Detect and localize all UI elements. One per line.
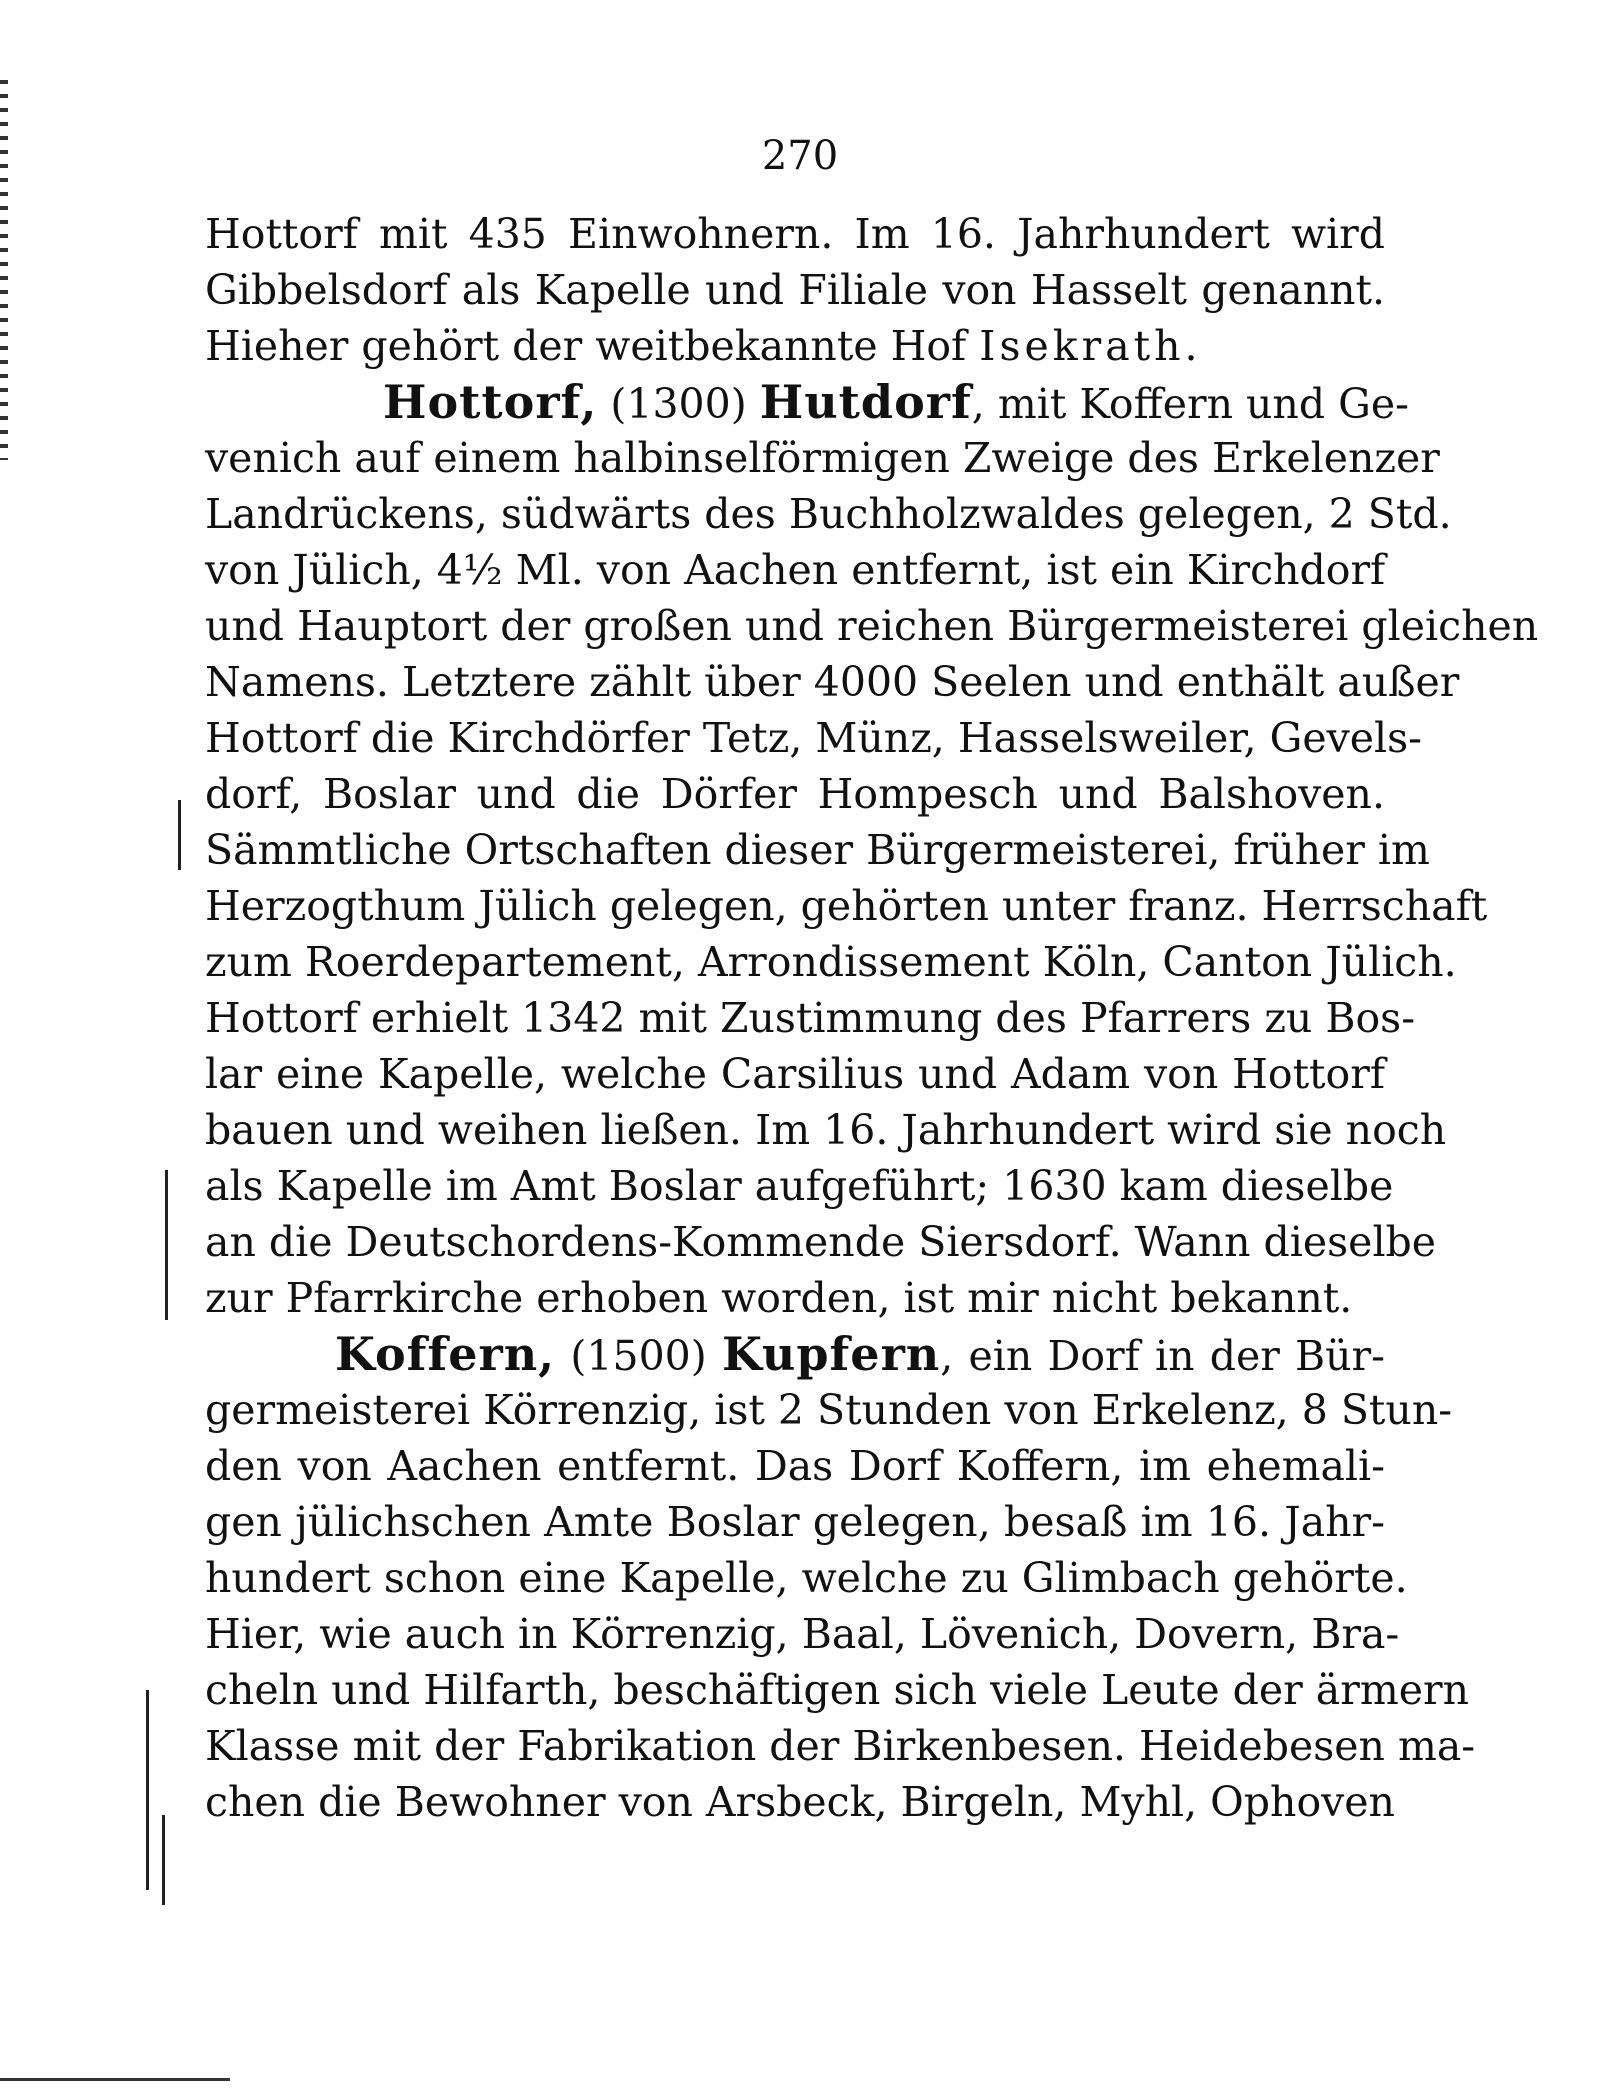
text-line: zur Pfarrkirche erhoben worden, ist mir nicht bekannt. (205, 1274, 1353, 1322)
headword-koffern: Koffern, (335, 1327, 556, 1381)
text-line: den von Aachen entfernt. Das Dorf Koffern, im ehemali- (205, 1442, 1385, 1490)
text-line: hundert schon eine Kapelle, welche zu Glimbach gehörte. (205, 1554, 1408, 1602)
text-line: Hieher gehört der weitbekannte Hof Isekrath. (205, 322, 1202, 370)
spaced-placename: Isekrath. (979, 322, 1202, 370)
entry-heading-line-koffern: Koffern, (1500) Kupfern, ein Dorf in der Bür- (335, 1327, 1385, 1381)
text-line: lar eine Kapelle, welche Carsilius und Adam von Hottorf (205, 1050, 1385, 1098)
margin-mark (178, 800, 181, 870)
text-line: Namens. Letztere zählt über 4000 Seelen und enthält außer (205, 658, 1460, 706)
text-line: Hier, wie auch in Körrenzig, Baal, Lövenich, Dovern, Bra- (205, 1610, 1400, 1658)
margin-mark (162, 1815, 165, 1905)
text-line: Hottorf erhielt 1342 mit Zustimmung des Pfarrers zu Bos- (205, 994, 1416, 1042)
text-line: venich auf einem halbinselförmigen Zweige des Erkelenzer (205, 434, 1440, 482)
margin-mark (165, 1170, 168, 1320)
text-line: gen jülichschen Amte Boslar gelegen, besaß im 16. Jahr- (205, 1498, 1385, 1546)
text-line: von Jülich, 4½ Ml. von Aachen entfernt, ist ein Kirchdorf (205, 546, 1386, 594)
headword-kupfern: Kupfern (721, 1327, 941, 1381)
text-line: Klasse mit der Fabrikation der Birkenbesen. Heidebesen ma- (205, 1722, 1476, 1770)
text-line: Gibbelsdorf als Kapelle und Filiale von Hasselt genannt. (205, 266, 1385, 314)
body-text (205, 206, 1539, 1830)
text-line: bauen und weihen ließen. Im 16. Jahrhundert wird sie noch (205, 1106, 1447, 1154)
text-line: und Hauptort der großen und reichen Bürgermeisterei gleichen (205, 602, 1539, 650)
text-line: dorf, Boslar und die Dörfer Hompesch und Balshoven. (205, 770, 1385, 818)
text-line: Hottorf mit 435 Einwohnern. Im 16. Jahrhundert wird (205, 210, 1385, 258)
text-line: an die Deutschordens-Kommende Siersdorf. Wann dieselbe (205, 1218, 1437, 1266)
text-line: zum Roerdepartement, Arrondissement Köln, Canton Jülich. (205, 938, 1457, 986)
text-line: cheln und Hilfarth, beschäftigen sich viele Leute der ärmern (205, 1666, 1469, 1714)
text-line: Herzogthum Jülich gelegen, gehörten unter franz. Herrschaft (205, 882, 1488, 930)
page-number: 270 (761, 133, 839, 179)
text-line: als Kapelle im Amt Boslar aufgeführt; 1630 kam dieselbe (205, 1162, 1394, 1210)
text-line: germeisterei Körrenzig, ist 2 Stunden von Erkelenz, 8 Stun- (205, 1386, 1453, 1434)
entry-heading-line-hottorf: Hottorf, (1300) Hutdorf, mit Koffern und Ge- (383, 375, 1409, 429)
text-line: Hottorf die Kirchdörfer Tetz, Münz, Hasselsweiler, Gevels- (205, 714, 1423, 762)
text-line: chen die Bewohner von Arsbeck, Birgeln, Myhl, Ophoven (205, 1778, 1395, 1826)
scan-edge-rule (0, 2078, 230, 2081)
text-line: Sämmtliche Ortschaften dieser Bürgermeisterei, früher im (205, 826, 1430, 874)
margin-mark (146, 1690, 149, 1890)
text-line: Landrückens, südwärts des Buchholzwaldes gelegen, 2 Std. (205, 490, 1452, 538)
headword-hutdorf: Hutdorf (759, 375, 972, 429)
headword-hottorf: Hottorf, (383, 375, 598, 429)
